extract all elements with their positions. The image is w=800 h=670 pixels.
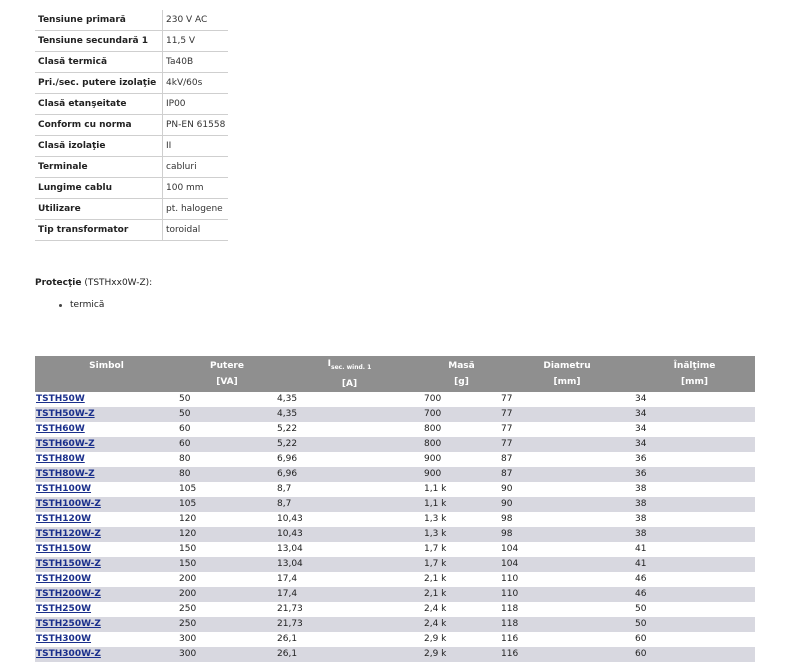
mass-cell: 1,3 k: [424, 514, 447, 525]
symbol-cell: [35, 617, 178, 632]
product-symbol-link[interactable]: TSTH80W: [36, 454, 85, 465]
mass-cell: 2,9 k: [423, 647, 500, 662]
diameter-cell: 90: [501, 484, 513, 495]
height-cell: 36: [635, 454, 647, 465]
protection-title-bold: Protecţie: [35, 278, 82, 288]
spec-label: Clasă izolaţie: [35, 136, 163, 157]
symbol-cell: [35, 542, 178, 557]
mass-cell: 2,9 k: [424, 634, 447, 645]
height-cell: 38: [635, 484, 647, 495]
product-symbol-link[interactable]: TSTH200W-Z: [36, 589, 101, 600]
spec-value: II: [163, 136, 229, 157]
mass-cell: 2,1 k: [423, 587, 500, 602]
table-row: [35, 497, 755, 512]
power-cell: 120: [179, 514, 197, 525]
symbol-cell: [35, 512, 178, 527]
product-symbol-link[interactable]: TSTH80W-Z: [36, 469, 95, 480]
table-row: [35, 572, 755, 587]
mass-cell: 2,4 k: [423, 617, 500, 632]
spec-value: IP00: [163, 94, 229, 115]
spec-label: Clasă termică: [35, 52, 163, 73]
spec-label: Tensiune secundară 1: [35, 31, 163, 52]
current-cell: 5,22: [276, 437, 423, 452]
diameter-cell: 77: [500, 407, 634, 422]
height-cell: 41: [634, 557, 755, 572]
mass-cell: 1,3 k: [423, 527, 500, 542]
col-header-diameter-name: Diametru: [543, 360, 591, 371]
symbol-cell: [35, 422, 178, 437]
spec-value: Ta40B: [163, 52, 229, 73]
product-symbol-link[interactable]: TSTH250W-Z: [36, 619, 101, 630]
current-cell: 10,43: [277, 514, 303, 525]
height-cell: 38: [634, 497, 755, 512]
spec-row: [35, 94, 228, 115]
power-cell: 50: [178, 407, 276, 422]
table-row: [35, 602, 755, 617]
col-header-mass: [423, 356, 500, 392]
spec-table: [35, 10, 228, 241]
spec-table-body: [35, 10, 228, 241]
current-cell: 4,35: [276, 407, 423, 422]
spec-label: Pri./sec. putere izolaţie: [35, 73, 163, 94]
col-header-power-unit: [VA]: [216, 376, 238, 387]
table-row: [35, 392, 755, 407]
spec-value: 100 mm: [163, 178, 229, 199]
col-header-current-unit: [A]: [341, 378, 358, 389]
height-cell: 50: [635, 604, 647, 615]
mass-cell: 2,4 k: [424, 604, 447, 615]
spec-label: Lungime cablu: [35, 178, 163, 199]
current-cell: 6,96: [277, 454, 298, 465]
table-row: [35, 557, 755, 572]
power-cell: 300: [178, 647, 276, 662]
protection-list: [58, 300, 104, 310]
power-cell: 80: [178, 467, 276, 482]
table-row: [35, 407, 755, 422]
col-header-symbol: [35, 356, 178, 392]
table-row: [35, 542, 755, 557]
mass-cell: 800: [424, 424, 442, 435]
current-cell: 6,96: [276, 467, 423, 482]
spec-row: [35, 10, 228, 31]
spec-label: Utilizare: [35, 199, 163, 220]
symbol-cell: [35, 482, 178, 497]
current-cell: 13,04: [276, 557, 423, 572]
power-cell: 150: [178, 557, 276, 572]
product-symbol-link[interactable]: TSTH60W-Z: [36, 439, 95, 450]
diameter-cell: 87: [501, 454, 513, 465]
mass-cell: 700: [423, 407, 500, 422]
product-symbol-link[interactable]: TSTH200W: [36, 574, 92, 585]
protection-item: termică: [58, 300, 104, 310]
symbol-cell: [35, 632, 178, 647]
power-cell: 200: [178, 587, 276, 602]
spec-row: [35, 115, 228, 136]
spec-value: PN-EN 61558: [163, 115, 229, 136]
mass-cell: 1,7 k: [423, 557, 500, 572]
product-table-body: [35, 392, 755, 662]
table-row: [35, 467, 755, 482]
spec-label: Tip transformator: [35, 220, 163, 241]
table-row: [35, 632, 755, 647]
symbol-cell: [35, 527, 178, 542]
symbol-cell: [35, 407, 178, 422]
spec-value: cabluri: [163, 157, 229, 178]
power-cell: 105: [178, 497, 276, 512]
current-cell: 21,73: [276, 617, 423, 632]
product-symbol-link[interactable]: TSTH300W-Z: [36, 649, 101, 660]
product-symbol-link[interactable]: TSTH250W: [36, 604, 92, 615]
mass-cell: 700: [424, 394, 442, 405]
product-symbol-link[interactable]: TSTH100W-Z: [36, 499, 101, 510]
height-cell: 38: [635, 514, 647, 525]
symbol-cell: [35, 557, 178, 572]
product-symbol-link[interactable]: TSTH150W-Z: [36, 559, 101, 570]
diameter-cell: 87: [500, 467, 634, 482]
col-header-height-name: Înălţime: [673, 360, 716, 371]
current-cell: 8,7: [277, 484, 292, 495]
col-header-diameter-unit: [mm]: [553, 376, 581, 387]
height-cell: 34: [635, 394, 647, 405]
height-cell: 41: [635, 544, 647, 555]
spec-label: Tensiune primară: [35, 10, 163, 31]
symbol-cell: [35, 572, 178, 587]
spec-label: Terminale: [35, 157, 163, 178]
current-cell: 8,7: [276, 497, 423, 512]
height-cell: 36: [634, 467, 755, 482]
spec-row: [35, 178, 228, 199]
col-header-height-unit: [mm]: [681, 376, 708, 387]
symbol-cell: [35, 392, 178, 407]
protection-title: [35, 278, 152, 288]
height-cell: 34: [634, 407, 755, 422]
product-symbol-link[interactable]: TSTH120W-Z: [36, 529, 101, 540]
diameter-cell: 104: [501, 544, 519, 555]
height-cell: 34: [635, 424, 647, 435]
spec-row: [35, 199, 228, 220]
table-row: [35, 452, 755, 467]
symbol-cell: [35, 647, 178, 662]
table-row: [35, 512, 755, 527]
current-cell: 17,4: [277, 574, 298, 585]
diameter-cell: 90: [500, 497, 634, 512]
power-cell: 300: [179, 634, 197, 645]
diameter-cell: 118: [501, 604, 519, 615]
col-header-mass-unit: [g]: [454, 376, 469, 387]
current-cell: 21,73: [277, 604, 303, 615]
col-header-symbol-name: Simbol: [89, 360, 124, 371]
product-symbol-link[interactable]: TSTH300W: [36, 634, 92, 645]
diameter-cell: 77: [501, 424, 513, 435]
current-cell: 5,22: [277, 424, 298, 435]
spec-row: [35, 157, 228, 178]
product-symbol-link[interactable]: TSTH120W: [36, 514, 92, 525]
diameter-cell: 116: [500, 647, 634, 662]
product-symbol-link[interactable]: TSTH50W-Z: [36, 409, 95, 420]
col-header-current-name: I: [327, 359, 332, 369]
power-cell: 60: [179, 424, 191, 435]
symbol-cell: [35, 452, 178, 467]
table-row: [35, 482, 755, 497]
diameter-cell: 104: [500, 557, 634, 572]
product-symbol-link[interactable]: TSTH100W: [36, 484, 92, 495]
table-row: [35, 647, 755, 662]
current-cell: 4,35: [277, 394, 298, 405]
current-cell: 26,1: [277, 634, 298, 645]
col-header-current-sub: sec. wind. 1: [331, 363, 372, 371]
current-cell: 26,1: [276, 647, 423, 662]
mass-cell: 1,1 k: [424, 484, 447, 495]
power-cell: 105: [179, 484, 197, 495]
mass-cell: 900: [423, 467, 500, 482]
height-cell: 38: [634, 527, 755, 542]
symbol-cell: [35, 587, 178, 602]
product-symbol-link[interactable]: TSTH150W: [36, 544, 92, 555]
diameter-cell: 116: [501, 634, 519, 645]
power-cell: 120: [178, 527, 276, 542]
table-row: [35, 587, 755, 602]
diameter-cell: 110: [500, 587, 634, 602]
current-cell: 10,43: [276, 527, 423, 542]
power-cell: 50: [179, 394, 191, 405]
product-symbol-link[interactable]: TSTH60W: [36, 424, 85, 435]
spec-row: [35, 31, 228, 52]
height-cell: 46: [634, 587, 755, 602]
height-cell: 34: [634, 437, 755, 452]
height-cell: 60: [635, 634, 647, 645]
power-cell: 80: [179, 454, 191, 465]
spec-value: 11,5 V: [163, 31, 229, 52]
current-cell: 17,4: [276, 587, 423, 602]
product-symbol-link[interactable]: TSTH50W: [36, 394, 85, 405]
symbol-cell: [35, 602, 178, 617]
table-row: [35, 527, 755, 542]
power-cell: 60: [178, 437, 276, 452]
spec-row: [35, 73, 228, 94]
product-table: [35, 356, 755, 662]
mass-cell: 1,1 k: [423, 497, 500, 512]
table-row: [35, 617, 755, 632]
diameter-cell: 77: [501, 394, 513, 405]
spec-value: 4kV/60s: [163, 73, 229, 94]
symbol-cell: [35, 437, 178, 452]
power-cell: 250: [179, 604, 197, 615]
spec-value: 230 V AC: [163, 10, 229, 31]
diameter-cell: 98: [500, 527, 634, 542]
symbol-cell: [35, 497, 178, 512]
power-cell: 150: [179, 544, 197, 555]
col-header-diameter: [500, 356, 634, 392]
diameter-cell: 77: [500, 437, 634, 452]
power-cell: 200: [179, 574, 197, 585]
height-cell: 46: [635, 574, 647, 585]
spec-row: [35, 52, 228, 73]
table-row: [35, 422, 755, 437]
diameter-cell: 98: [501, 514, 513, 525]
col-header-power: [178, 356, 276, 392]
spec-row: [35, 136, 228, 157]
mass-cell: 1,7 k: [424, 544, 447, 555]
symbol-cell: [35, 467, 178, 482]
height-cell: 50: [634, 617, 755, 632]
mass-cell: 900: [424, 454, 442, 465]
diameter-cell: 110: [501, 574, 519, 585]
col-header-current: [276, 356, 423, 392]
col-header-power-name: Putere: [210, 360, 244, 371]
diameter-cell: 118: [500, 617, 634, 632]
spec-row: [35, 220, 228, 241]
spec-value: pt. halogene: [163, 199, 229, 220]
mass-cell: 800: [423, 437, 500, 452]
spec-label: Conform cu norma: [35, 115, 163, 136]
product-table-header: [35, 356, 755, 392]
col-header-mass-name: Masă: [448, 360, 475, 371]
height-cell: 60: [634, 647, 755, 662]
col-header-height: [634, 356, 755, 392]
current-cell: 13,04: [277, 544, 303, 555]
table-row: [35, 437, 755, 452]
spec-value: toroidal: [163, 220, 229, 241]
spec-label: Clasă etanşeitate: [35, 94, 163, 115]
power-cell: 250: [178, 617, 276, 632]
mass-cell: 2,1 k: [424, 574, 447, 585]
protection-title-rest: (TSTHxx0W-Z):: [81, 278, 153, 288]
